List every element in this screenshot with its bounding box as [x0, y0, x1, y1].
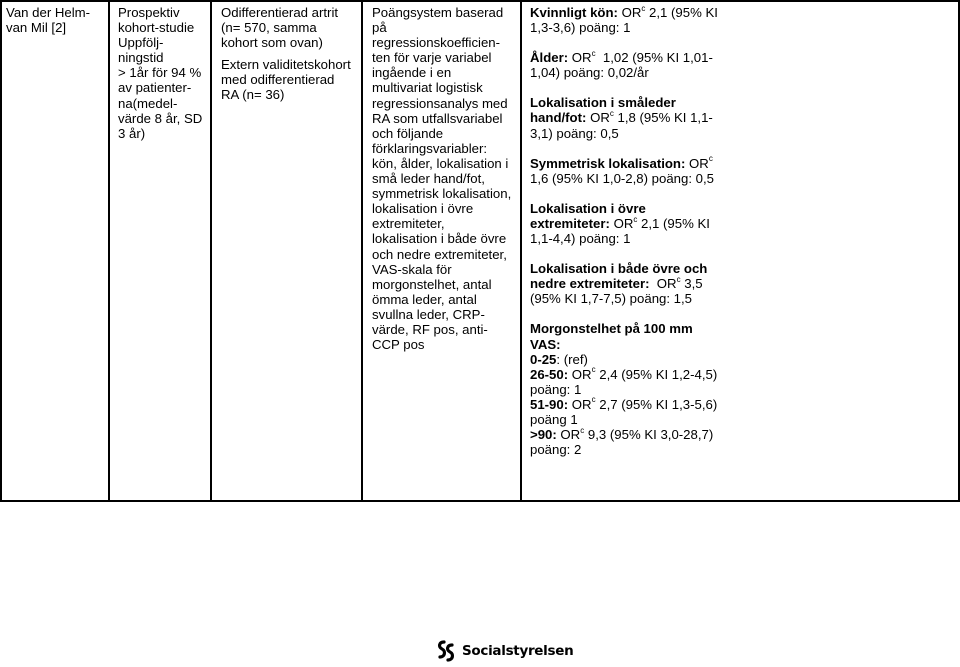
design-line: av patienter- — [118, 80, 192, 96]
result-morning-26-50-score: poäng: 1 — [530, 381, 582, 397]
result-symmetric-ci: 1,6 (95% KI 1,0-2,8) poäng: 0,5 — [530, 170, 715, 186]
method-line: extremiteter, — [372, 216, 445, 232]
design-line: 3 år) — [118, 125, 146, 141]
result-small-joints: hand/fot: $OR^c$ 1,8 (95% KI 1,1- — [530, 109, 713, 126]
design-line: värde 8 år, SD — [118, 110, 203, 126]
result-sex: Kvinnligt kön: $OR^c$ 2,1 (95% KI — [530, 3, 718, 20]
method-line: morgonstelhet, antal — [372, 276, 492, 292]
method-line: lokalisation i övre — [372, 201, 474, 217]
method-line: på — [372, 20, 387, 36]
method-line: lokalisation i både övre — [372, 231, 507, 247]
result-both-ci: (95% KI 1,7-7,5) poäng: 1,5 — [530, 291, 693, 307]
result-morning-over-90: >90: $OR^c$ 9,3 (95% KI 3,0-28,7) — [530, 425, 714, 443]
socialstyrelsen-logo — [436, 637, 573, 665]
population-line: med odifferentierad — [221, 72, 335, 88]
design-line: na(medel- — [118, 95, 178, 111]
results-column — [520, 2, 960, 500]
method-line: ömma leder, antal — [372, 291, 477, 307]
result-both: nedre extremiteter: $OR^c$ 3,5 — [530, 274, 703, 292]
population-line: Extern validitetskohort — [221, 57, 351, 73]
result-morning-51-90-score: poäng 1 — [530, 411, 578, 427]
design-line: Uppfölj- — [118, 35, 164, 51]
method-line: Poängsystem baserad — [372, 5, 504, 20]
result-upper: extremiteter: $OR^c$ 2,1 (95% KI — [530, 214, 710, 231]
method-line: ingående i en — [372, 65, 452, 81]
socialstyrelsen-emblem-icon — [436, 639, 458, 663]
method-line: svullna leder, CRP- — [372, 306, 485, 322]
population-line: (n= 570, samma — [221, 20, 317, 36]
result-morning-26-50: 26-50: $OR^c$ 2,4 (95% KI 1,2-4,5) — [530, 365, 718, 382]
result-small-joints-ci: 3,1) poäng: 0,5 — [530, 125, 619, 141]
result-upper-label: Lokalisation i övre — [530, 200, 646, 216]
result-upper-ci: 1,1-4,4) poäng: 1 — [530, 231, 631, 247]
method-line: ten för varje variabel — [372, 50, 492, 66]
design-line: ningstid — [118, 50, 164, 66]
method-line: och nedre extremiteter, — [372, 246, 507, 262]
method-line: VAS-skala för — [372, 261, 452, 277]
design-line: Prospektiv — [118, 5, 180, 20]
method-line: regressionskoefficien- — [372, 35, 501, 51]
population-column — [210, 2, 361, 500]
result-small-joints-label: Lokalisation i småleder — [530, 95, 676, 111]
result-morning-51-90: 51-90: $OR^c$ 2,7 (95% KI 1,3-5,6) — [530, 395, 718, 412]
logo-wordmark: Socialstyrelsen — [462, 643, 574, 659]
population-line: Odifferentierad artrit — [221, 5, 339, 20]
method-line: RA som utfallsvariabel — [372, 110, 503, 126]
method-line: små leder hand/fot, — [372, 171, 485, 187]
population-line: RA (n= 36) — [221, 87, 285, 103]
result-sex-ci: 1,3-3,6) poäng: 1 — [530, 20, 631, 36]
study-line: van Mil [2] — [6, 20, 67, 36]
result-morning-title: VAS: — [530, 336, 561, 352]
design-line: kohort-studie — [118, 20, 195, 36]
method-line: förklaringsvariabler: — [372, 140, 488, 156]
result-both-label: Lokalisation i både övre och — [530, 261, 708, 277]
study-column — [0, 2, 108, 500]
result-age-ci: 1,04) poäng: 0,02/år — [530, 65, 649, 81]
method-line: regressionsanalys med — [372, 95, 508, 111]
method-line: och följande — [372, 125, 444, 141]
result-morning-title: Morgonstelhet på 100 mm — [530, 321, 693, 337]
result-symmetric: Symmetrisk lokalisation: $OR^c$ — [530, 154, 713, 171]
method-line: symmetrisk lokalisation, — [372, 186, 512, 202]
method-line: multivariat logistisk — [372, 80, 483, 96]
result-age: Ålder: $OR^c$ 1,02 (95% KI 1,01- — [530, 48, 713, 66]
design-column — [108, 2, 210, 500]
design-line: > 1år för 94 % — [118, 65, 202, 81]
population-line: kohort som ovan) — [221, 35, 323, 51]
method-line: värde, RF pos, anti- — [372, 321, 488, 337]
method-column — [361, 2, 520, 500]
result-morning-ref: 0-25: (ref) — [530, 351, 588, 367]
result-morning-over-90-score: poäng: 2 — [530, 442, 582, 458]
study-line: Van der Helm- — [6, 5, 91, 20]
method-line: kön, ålder, lokalisation i — [372, 155, 509, 171]
method-line: CCP pos — [372, 337, 425, 353]
